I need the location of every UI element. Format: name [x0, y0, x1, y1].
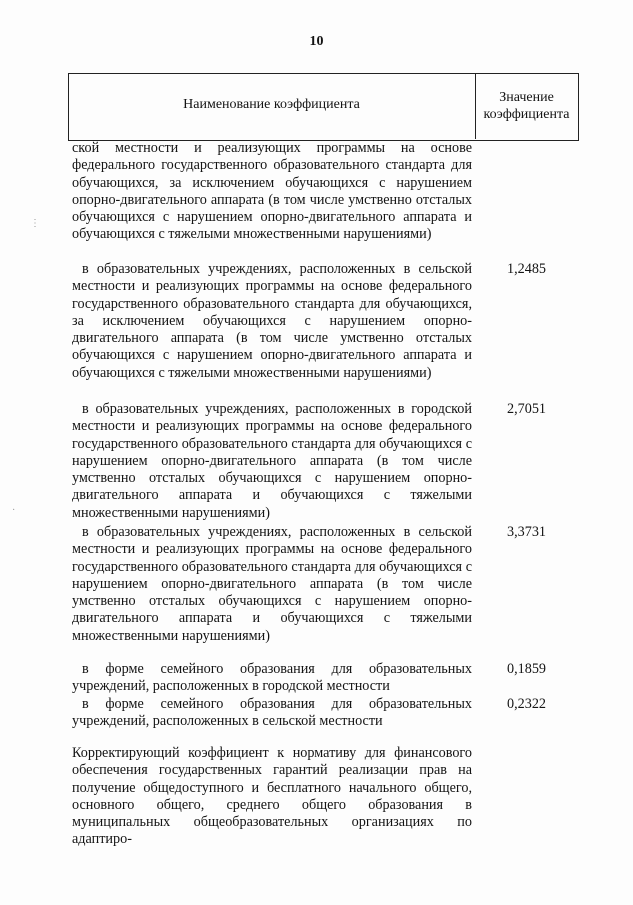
- table-row-continuation: ской местности и реализующих программы на основе федерального государственного образовательного стандарта для обучающихся, за исключением обучающихся с нарушением опорно-двигательного аппарата (в том числе умственно отсталых обучающихся с нарушением опорно-двигательного аппарата и обучающихся с тяжелыми множественными нарушениями): [72, 140, 472, 243]
- column-header-value: Значение коэффициента: [483, 90, 570, 122]
- row-text: в образовательных учреждениях, расположенных в городской местности и реализующих программы на основе федерального государственного образовательного стандарта для обучающихся с нарушением опорно-двигательного аппарата (в том числе умственно отсталых обучающихся с нарушением опорно-двигательного аппарата и обучающихся с тяжелыми множественными нарушениями): [72, 401, 472, 521]
- table-row-4-text: [72, 661, 472, 696]
- row-text: в образовательных учреждениях, расположенных в сельской местности и реализующих программы на основе федерального государственного образовательного стандарта для обучающихся, за исключением обучающихся с нарушением опорно-двигательного аппарата (в том числе умственно отсталых обучающихся с нарушением опорно-двигательного аппарата и обучающихся с тяжелыми множественными нарушениями): [72, 261, 472, 381]
- scan-artifact: ⋮: [30, 218, 40, 229]
- row-text: в форме семейного образования для образовательных учреждений, расположенных в сельской местности: [72, 696, 472, 730]
- scan-artifact: ·: [12, 505, 16, 516]
- row-text: в образовательных учреждениях, расположенных в сельской местности и реализующих программы на основе федерального государственного образовательного стандарта для обучающихся с нарушением опорно-двигательного аппарата (в том числе умственно отсталых обучающихся с нарушением опорно-двигательного аппарата и обучающихся с тяжелыми множественными нарушениями): [72, 524, 472, 644]
- table-row-5-value: 0,2322: [506, 696, 546, 712]
- page-number: 10: [309, 34, 324, 49]
- table-row-2-value: 2,7051: [506, 401, 546, 417]
- table-row-3-value: 3,3731: [506, 524, 546, 540]
- table-row-1-text: [72, 261, 472, 382]
- note-paragraph: Корректирующий коэффициент к нормативу для финансового обеспечения государственных гарантий реализации прав на получение общедоступного и бесплатного начального общего, основного общего, среднего общего образования в муниципальных общеобразовательных организациях по адаптиро-: [72, 745, 472, 848]
- table-row-3-text: [72, 524, 472, 645]
- row-text: в форме семейного образования для образовательных учреждений, расположенных в городской местности: [72, 661, 472, 695]
- table-row-2-text: [72, 401, 472, 522]
- table-row-5-text: [72, 696, 472, 731]
- column-header-name: Наименование коэффициента: [183, 97, 360, 112]
- table-row-1-value: 1,2485: [506, 261, 546, 277]
- table-row-4-value: 0,1859: [506, 661, 546, 677]
